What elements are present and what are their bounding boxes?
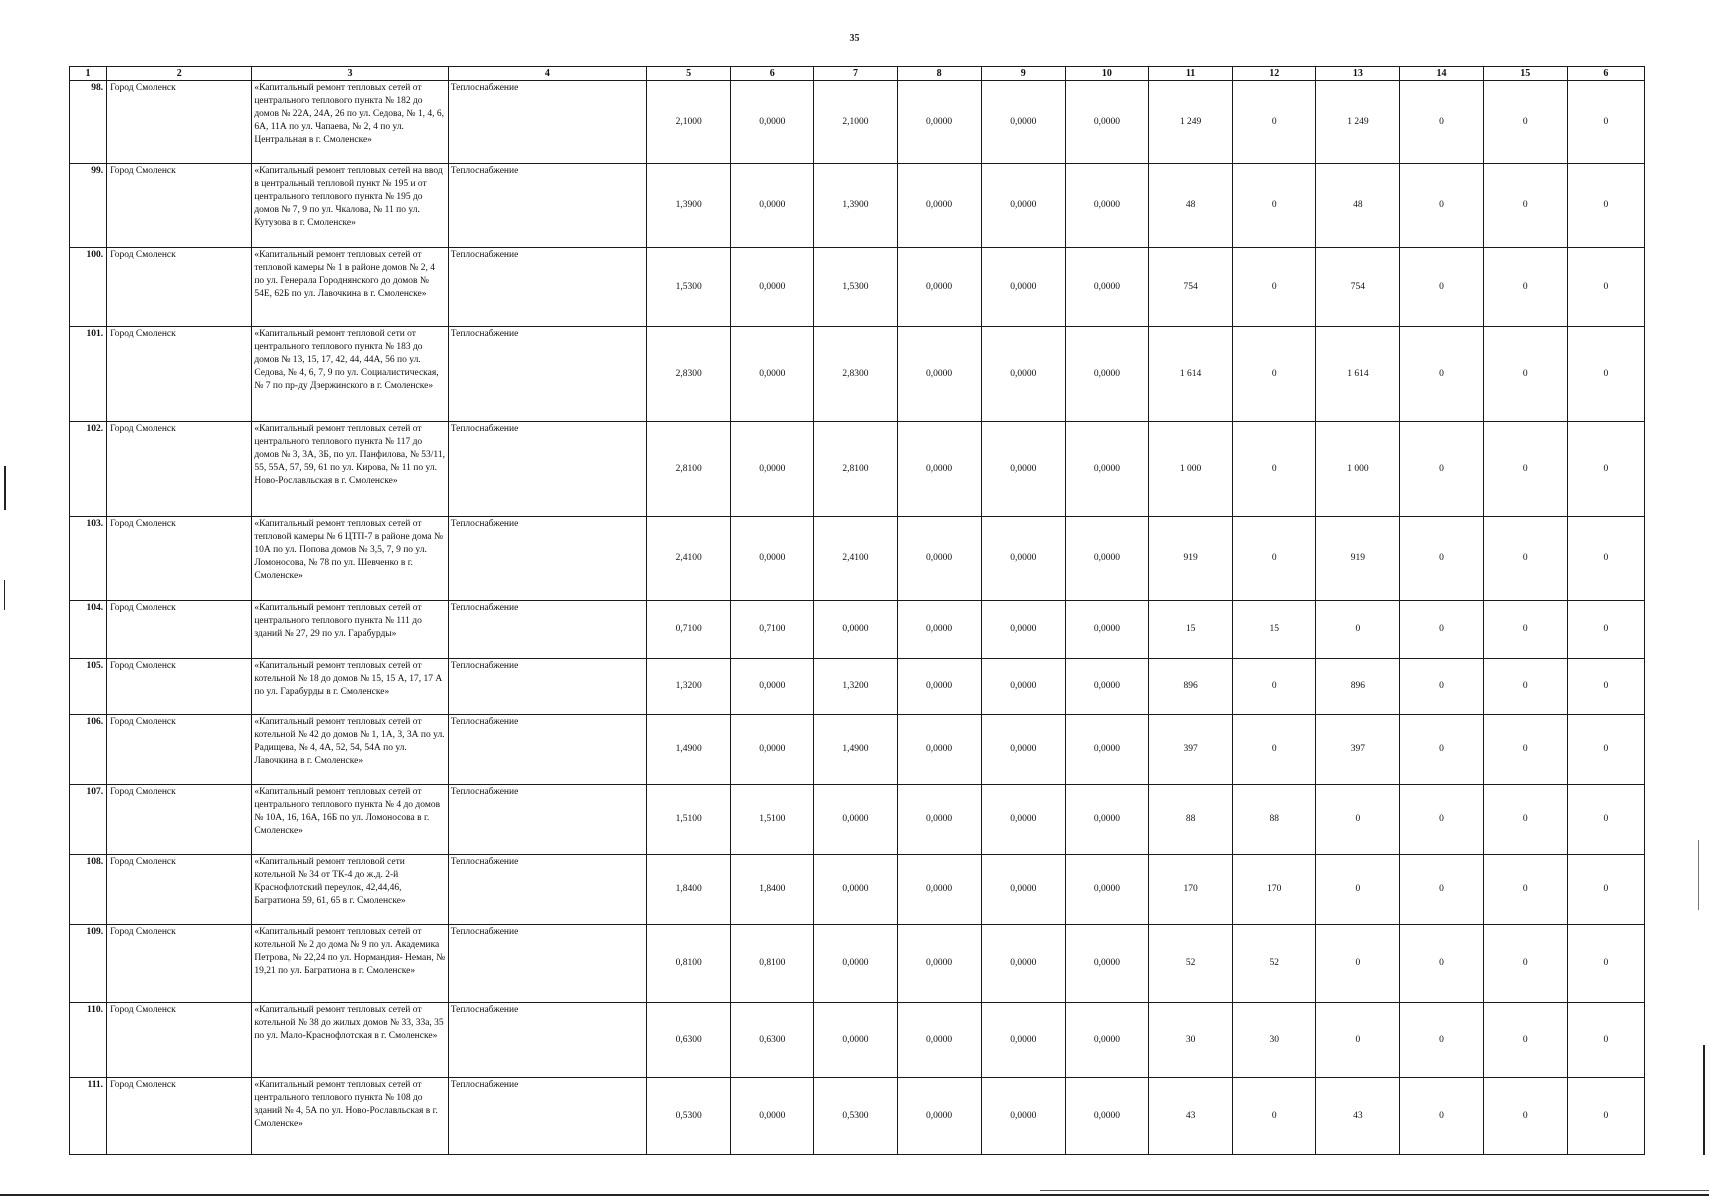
row-number: 103. [70, 517, 107, 601]
value-cell: 0,0000 [897, 659, 981, 715]
category-cell: Теплоснабжение [448, 422, 646, 517]
value-cell: 0 [1567, 248, 1644, 327]
value-cell: 1,4900 [814, 715, 897, 785]
work-description-cell: «Капитальный ремонт тепловых сетей от котельной № 38 до жилых домов № 33, 33а, 35 по ул. Мало-Краснофлотская в г. Смоленске» [252, 1003, 448, 1078]
value-cell: 0,0000 [897, 517, 981, 601]
value-cell: 0,0000 [981, 659, 1065, 715]
value-cell: 896 [1149, 659, 1233, 715]
scan-mark [1698, 840, 1699, 910]
municipality-cell: Город Смоленск [107, 855, 252, 925]
category-cell: Теплоснабжение [448, 164, 646, 248]
value-cell: 1,3900 [814, 164, 897, 248]
works-table [69, 66, 1645, 1155]
value-cell: 0,0000 [897, 248, 981, 327]
value-cell: 1 249 [1316, 81, 1400, 164]
value-cell: 0,0000 [897, 715, 981, 785]
value-cell: 0,8100 [647, 925, 731, 1003]
row-number: 110. [70, 1003, 107, 1078]
table-row [70, 1003, 1645, 1078]
value-cell: 0 [1316, 925, 1400, 1003]
value-cell: 52 [1149, 925, 1233, 1003]
page-number: 35 [849, 33, 860, 44]
value-cell: 0,0000 [981, 715, 1065, 785]
category-cell: Теплоснабжение [448, 715, 646, 785]
value-cell: 0,0000 [814, 855, 897, 925]
value-cell: 0,0000 [897, 785, 981, 855]
value-cell: 48 [1149, 164, 1233, 248]
value-cell: 1,5100 [731, 785, 814, 855]
value-cell: 2,8300 [814, 327, 897, 422]
value-cell: 0 [1567, 422, 1644, 517]
value-cell: 0 [1316, 855, 1400, 925]
category-cell: Теплоснабжение [448, 248, 646, 327]
value-cell: 0 [1400, 422, 1483, 517]
value-cell: 0,0000 [1065, 164, 1148, 248]
value-cell: 0 [1483, 925, 1567, 1003]
value-cell: 0,0000 [981, 327, 1065, 422]
value-cell: 754 [1316, 248, 1400, 327]
value-cell: 919 [1316, 517, 1400, 601]
municipality-cell: Город Смоленск [107, 659, 252, 715]
row-number: 106. [70, 715, 107, 785]
value-cell: 0,5300 [647, 1078, 731, 1155]
value-cell: 754 [1149, 248, 1233, 327]
header-cell: 13 [1316, 67, 1400, 81]
work-description-cell: «Капитальный ремонт тепловых сетей от центрального теплового пункта № 108 до зданий № 4, 5А по ул. Ново-Рославльская в г. Смоленске» [252, 1078, 448, 1155]
value-cell: 0 [1400, 248, 1483, 327]
municipality-cell: Город Смоленск [107, 1003, 252, 1078]
header-cell: 8 [897, 67, 981, 81]
municipality-cell: Город Смоленск [107, 601, 252, 659]
value-cell: 0 [1567, 164, 1644, 248]
value-cell: 896 [1316, 659, 1400, 715]
value-cell: 0 [1483, 422, 1567, 517]
value-cell: 1,8400 [647, 855, 731, 925]
value-cell: 919 [1149, 517, 1233, 601]
municipality-cell: Город Смоленск [107, 715, 252, 785]
value-cell: 0,0000 [731, 715, 814, 785]
category-cell: Теплоснабжение [448, 517, 646, 601]
header-cell: 9 [981, 67, 1065, 81]
value-cell: 0 [1233, 327, 1316, 422]
value-cell: 0 [1567, 1003, 1644, 1078]
category-cell: Теплоснабжение [448, 1078, 646, 1155]
value-cell: 0,0000 [731, 517, 814, 601]
value-cell: 1 000 [1316, 422, 1400, 517]
value-cell: 0 [1567, 855, 1644, 925]
value-cell: 2,8100 [647, 422, 731, 517]
value-cell: 0 [1483, 715, 1567, 785]
value-cell: 0,0000 [731, 164, 814, 248]
value-cell: 1 000 [1149, 422, 1233, 517]
table-row [70, 601, 1645, 659]
value-cell: 0 [1483, 785, 1567, 855]
value-cell: 1 249 [1149, 81, 1233, 164]
work-description-cell: «Капитальный ремонт тепловых сетей от центрального теплового пункта № 117 до домов № 3, 3А, 3Б, по ул. Панфилова, № 53/11, 55, 55А, 57, 59, 61 по ул. Кирова, № 11 по ул. Ново-Рославльская в г. Смоленске» [252, 422, 448, 517]
value-cell: 0 [1233, 164, 1316, 248]
value-cell: 43 [1149, 1078, 1233, 1155]
header-cell: 4 [448, 67, 646, 81]
value-cell: 0 [1567, 715, 1644, 785]
row-number: 104. [70, 601, 107, 659]
work-description-cell: «Капитальный ремонт тепловых сетей от тепловой камеры № 6 ЦТП-7 в районе дома № 10А по ул. Попова домов № 3,5, 7, 9 по ул. Ломоносова, № 78 по ул. Шевченко в г. Смоленске» [252, 517, 448, 601]
value-cell: 0 [1567, 327, 1644, 422]
scan-mark [4, 466, 6, 510]
value-cell: 0 [1400, 81, 1483, 164]
value-cell: 48 [1316, 164, 1400, 248]
value-cell: 0,0000 [897, 81, 981, 164]
row-number: 102. [70, 422, 107, 517]
header-cell: 3 [252, 67, 448, 81]
value-cell: 0,0000 [897, 164, 981, 248]
value-cell: 1,4900 [647, 715, 731, 785]
value-cell: 0,0000 [981, 164, 1065, 248]
value-cell: 2,1000 [647, 81, 731, 164]
row-number: 99. [70, 164, 107, 248]
category-cell: Теплоснабжение [448, 601, 646, 659]
value-cell: 0 [1316, 1003, 1400, 1078]
value-cell: 0 [1316, 601, 1400, 659]
work-description-cell: «Капитальный ремонт тепловой сети котельной № 34 от ТК-4 до ж.д. 2-й Краснофлотский переулок, 42,44,46, Багратиона 59, 61, 65 в г. Смоленске» [252, 855, 448, 925]
value-cell: 0 [1483, 659, 1567, 715]
value-cell: 0,0000 [1065, 855, 1148, 925]
value-cell: 0 [1233, 81, 1316, 164]
work-description-cell: «Капитальный ремонт тепловых сетей от котельной № 18 до домов № 15, 15 А, 17, 17 А по ул. Гарабурды в г. Смоленске» [252, 659, 448, 715]
work-description-cell: «Капитальный ремонт тепловых сетей от котельной № 42 до домов № 1, 1А, 3, 3А по ул. Радищева, № 4, 4А, 52, 54, 54А по ул. Лавочкина в г. Смоленске» [252, 715, 448, 785]
value-cell: 0,0000 [981, 925, 1065, 1003]
municipality-cell: Город Смоленск [107, 164, 252, 248]
category-cell: Теплоснабжение [448, 81, 646, 164]
value-cell: 0 [1233, 517, 1316, 601]
value-cell: 0 [1400, 659, 1483, 715]
scan-mark [1703, 1045, 1705, 1155]
header-cell: 10 [1065, 67, 1148, 81]
value-cell: 0 [1483, 327, 1567, 422]
bottom-rule [0, 1194, 1709, 1196]
value-cell: 2,1000 [814, 81, 897, 164]
header-cell: 5 [647, 67, 731, 81]
table-row [70, 855, 1645, 925]
row-number: 109. [70, 925, 107, 1003]
value-cell: 0,5300 [814, 1078, 897, 1155]
value-cell: 2,8100 [814, 422, 897, 517]
value-cell: 1,5100 [647, 785, 731, 855]
table-row [70, 248, 1645, 327]
value-cell: 2,4100 [814, 517, 897, 601]
value-cell: 0 [1400, 715, 1483, 785]
value-cell: 0,0000 [897, 925, 981, 1003]
value-cell: 0,8100 [731, 925, 814, 1003]
value-cell: 1,5300 [647, 248, 731, 327]
row-number: 101. [70, 327, 107, 422]
value-cell: 43 [1316, 1078, 1400, 1155]
value-cell: 0,0000 [1065, 1078, 1148, 1155]
value-cell: 397 [1149, 715, 1233, 785]
value-cell: 0 [1400, 855, 1483, 925]
work-description-cell: «Капитальный ремонт тепловых сетей от тепловой камеры № 1 в районе домов № 2, 4 по ул. Генерала Городнянского до домов № 54Е, 62Б по ул. Лавочкина в г. Смоленске» [252, 248, 448, 327]
value-cell: 0 [1233, 248, 1316, 327]
value-cell: 0 [1400, 1003, 1483, 1078]
row-number: 111. [70, 1078, 107, 1155]
value-cell: 0 [1483, 601, 1567, 659]
value-cell: 2,4100 [647, 517, 731, 601]
value-cell: 0,0000 [814, 925, 897, 1003]
value-cell: 0,6300 [731, 1003, 814, 1078]
value-cell: 0 [1316, 785, 1400, 855]
value-cell: 0,0000 [897, 855, 981, 925]
value-cell: 0 [1400, 785, 1483, 855]
category-cell: Теплоснабжение [448, 855, 646, 925]
value-cell: 0 [1400, 517, 1483, 601]
value-cell: 88 [1149, 785, 1233, 855]
bottom-rule-thin [1040, 1190, 1709, 1191]
header-cell: 12 [1233, 67, 1316, 81]
value-cell: 0,6300 [647, 1003, 731, 1078]
value-cell: 0,0000 [981, 517, 1065, 601]
table-row [70, 1078, 1645, 1155]
value-cell: 0 [1483, 248, 1567, 327]
value-cell: 0,0000 [1065, 659, 1148, 715]
category-cell: Теплоснабжение [448, 327, 646, 422]
value-cell: 0 [1567, 925, 1644, 1003]
value-cell: 0,0000 [981, 855, 1065, 925]
value-cell: 15 [1149, 601, 1233, 659]
table-row [70, 715, 1645, 785]
value-cell: 0 [1400, 601, 1483, 659]
header-cell: 6 [1567, 67, 1644, 81]
value-cell: 88 [1233, 785, 1316, 855]
row-number: 108. [70, 855, 107, 925]
row-number: 100. [70, 248, 107, 327]
value-cell: 1,8400 [731, 855, 814, 925]
value-cell: 0,0000 [981, 248, 1065, 327]
value-cell: 0,0000 [897, 1078, 981, 1155]
header-cell: 2 [107, 67, 252, 81]
value-cell: 0,0000 [981, 785, 1065, 855]
value-cell: 0 [1567, 1078, 1644, 1155]
value-cell: 1,3200 [814, 659, 897, 715]
value-cell: 15 [1233, 601, 1316, 659]
municipality-cell: Город Смоленск [107, 248, 252, 327]
municipality-cell: Город Смоленск [107, 81, 252, 164]
municipality-cell: Город Смоленск [107, 1078, 252, 1155]
table-row [70, 422, 1645, 517]
value-cell: 0 [1483, 81, 1567, 164]
work-description-cell: «Капитальный ремонт тепловых сетей от котельной № 2 до дома № 9 по ул. Академика Петрова, № 22,24 по ул. Нормандия- Неман, № 19,21 по ул. Багратиона в г. Смоленске» [252, 925, 448, 1003]
header-cell: 7 [814, 67, 897, 81]
table-row [70, 785, 1645, 855]
value-cell: 2,8300 [647, 327, 731, 422]
table-row [70, 925, 1645, 1003]
value-cell: 0,0000 [897, 1003, 981, 1078]
municipality-cell: Город Смоленск [107, 422, 252, 517]
value-cell: 52 [1233, 925, 1316, 1003]
value-cell: 0 [1233, 659, 1316, 715]
value-cell: 0,0000 [981, 1003, 1065, 1078]
value-cell: 0,0000 [731, 248, 814, 327]
value-cell: 0 [1483, 164, 1567, 248]
header-cell: 1 [70, 67, 107, 81]
value-cell: 30 [1233, 1003, 1316, 1078]
value-cell: 0 [1483, 1003, 1567, 1078]
table-row [70, 164, 1645, 248]
value-cell: 0,0000 [814, 601, 897, 659]
header-cell: 11 [1149, 67, 1233, 81]
value-cell: 0,0000 [1065, 248, 1148, 327]
value-cell: 0,0000 [1065, 81, 1148, 164]
value-cell: 0,0000 [1065, 422, 1148, 517]
category-cell: Теплоснабжение [448, 659, 646, 715]
value-cell: 0,0000 [731, 81, 814, 164]
value-cell: 0,0000 [814, 785, 897, 855]
value-cell: 0,0000 [897, 327, 981, 422]
value-cell: 0 [1483, 517, 1567, 601]
row-number: 105. [70, 659, 107, 715]
row-number: 98. [70, 81, 107, 164]
value-cell: 0,0000 [981, 1078, 1065, 1155]
value-cell: 0,0000 [1065, 925, 1148, 1003]
municipality-cell: Город Смоленск [107, 925, 252, 1003]
value-cell: 0,0000 [981, 422, 1065, 517]
table-row [70, 517, 1645, 601]
value-cell: 0,0000 [1065, 1003, 1148, 1078]
value-cell: 0,0000 [1065, 601, 1148, 659]
value-cell: 0 [1567, 601, 1644, 659]
value-cell: 0 [1400, 164, 1483, 248]
value-cell: 0 [1567, 659, 1644, 715]
value-cell: 170 [1149, 855, 1233, 925]
header-cell: 15 [1483, 67, 1567, 81]
value-cell: 0 [1567, 517, 1644, 601]
value-cell: 0 [1400, 925, 1483, 1003]
work-description-cell: «Капитальный ремонт тепловых сетей от центрального теплового пункта № 111 до зданий № 27, 29 по ул. Гарабурды» [252, 601, 448, 659]
table-row [70, 659, 1645, 715]
value-cell: 0 [1233, 715, 1316, 785]
value-cell: 0,0000 [1065, 785, 1148, 855]
category-cell: Теплоснабжение [448, 1003, 646, 1078]
category-cell: Теплоснабжение [448, 925, 646, 1003]
category-cell: Теплоснабжение [448, 785, 646, 855]
value-cell: 1 614 [1149, 327, 1233, 422]
value-cell: 0 [1567, 81, 1644, 164]
value-cell: 397 [1316, 715, 1400, 785]
header-cell: 14 [1400, 67, 1483, 81]
table-row [70, 81, 1645, 164]
value-cell: 0,0000 [814, 1003, 897, 1078]
value-cell: 0 [1483, 1078, 1567, 1155]
value-cell: 0,0000 [731, 1078, 814, 1155]
municipality-cell: Город Смоленск [107, 517, 252, 601]
value-cell: 30 [1149, 1003, 1233, 1078]
value-cell: 0 [1483, 855, 1567, 925]
work-description-cell: «Капитальный ремонт тепловых сетей от центрального теплового пункта № 182 до домов № 22А, 24А, 26 по ул. Седова, № 1, 4, 6, 6А, 11А по ул. Чапаева, № 2, 4 по ул. Центральная в г. Смоленске» [252, 81, 448, 164]
value-cell: 0,0000 [1065, 517, 1148, 601]
scan-mark [4, 580, 5, 610]
value-cell: 0,0000 [731, 422, 814, 517]
value-cell: 1 614 [1316, 327, 1400, 422]
header-row [70, 67, 1645, 81]
value-cell: 0 [1567, 785, 1644, 855]
work-description-cell: «Капитальный ремонт тепловых сетей на ввод в центральный тепловой пункт № 195 и от центрального теплового пункта № 195 до домов № 7, 9 по ул. Чкалова, № 11 по ул. Кутузова в г. Смоленске» [252, 164, 448, 248]
value-cell: 1,3200 [647, 659, 731, 715]
value-cell: 1,5300 [814, 248, 897, 327]
municipality-cell: Город Смоленск [107, 785, 252, 855]
work-description-cell: «Капитальный ремонт тепловых сетей от центрального теплового пункта № 4 до домов № 10А, 16, 16А, 16Б по ул. Ломоносова в г. Смоленске» [252, 785, 448, 855]
value-cell: 0,7100 [647, 601, 731, 659]
value-cell: 170 [1233, 855, 1316, 925]
value-cell: 0,7100 [731, 601, 814, 659]
value-cell: 1,3900 [647, 164, 731, 248]
work-description-cell: «Капитальный ремонт тепловой сети от центрального теплового пункта № 183 до домов № 13, 15, 17, 42, 44, 44А, 56 по ул. Седова, № 4, 6, 7, 9 по ул. Социалистическая, № 7 по пр-ду Дзержинского в г. Смоленске» [252, 327, 448, 422]
value-cell: 0 [1233, 422, 1316, 517]
value-cell: 0 [1400, 1078, 1483, 1155]
table-row [70, 327, 1645, 422]
value-cell: 0 [1233, 1078, 1316, 1155]
municipality-cell: Город Смоленск [107, 327, 252, 422]
value-cell: 0,0000 [897, 601, 981, 659]
row-number: 107. [70, 785, 107, 855]
value-cell: 0,0000 [731, 659, 814, 715]
value-cell: 0,0000 [981, 81, 1065, 164]
value-cell: 0,0000 [1065, 327, 1148, 422]
value-cell: 0 [1400, 327, 1483, 422]
value-cell: 0,0000 [1065, 715, 1148, 785]
value-cell: 0,0000 [731, 327, 814, 422]
header-cell: 6 [731, 67, 814, 81]
value-cell: 0,0000 [897, 422, 981, 517]
value-cell: 0,0000 [981, 601, 1065, 659]
